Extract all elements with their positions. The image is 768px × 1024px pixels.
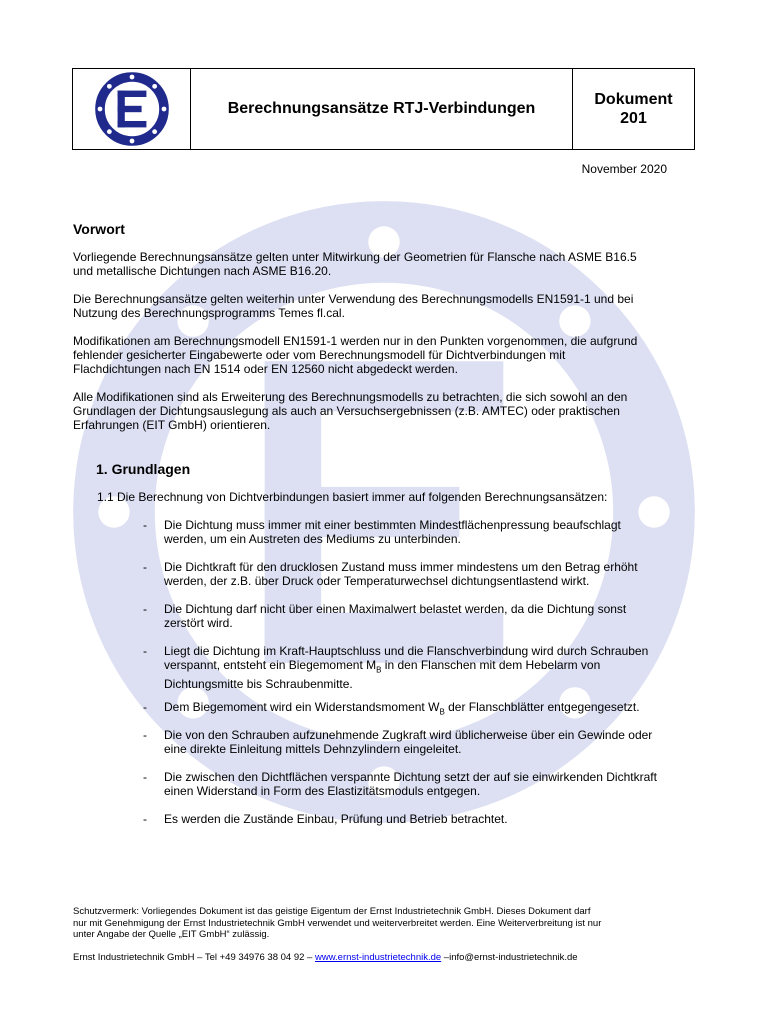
foreword-paragraph-3: Modifikationen am Berechnungsmodell EN1591-1 werden nur in den Punkten vorgenommen, die aufgrund fehlender gesicherter Eingabewerte oder vom Berechnungsmodell für Dichtverbindungen mit Flachdichtungen nach EN 1514 oder EN 12560 nicht abgedeckt werden. [73, 334, 638, 376]
list-item: - Die zwischen den Dichtflächen verspannte Dichtung setzt der auf sie einwirkenden Dichtkraft einen Widerstand in Form des Elastizitätsmoduls entgegen. [143, 770, 657, 798]
list-item: - Die von den Schrauben aufzunehmende Zugkraft wird üblicherweise über ein Gewinde oder eine direkte Einleitung mittels Dehnzylindern eingeleitet. [143, 728, 653, 756]
copyright-notice: Schutzvermerk: Vorliegendes Dokument ist das geistige Eigentum der Ernst Industrietechnik GmbH. Dieses Dokument darf nur mit Genehmigung der Ernst Industrietechnik GmbH verwendet und weiterverbreitet werden. Eine Weiterverbreitung ist nur unter Angabe der Quelle „EIT GmbH“ zulässig. [73, 906, 602, 940]
list-item: - Die Dichtkraft für den drucklosen Zustand muss immer mindestens um den Betrag erhöht werden, der z.B. über Druck oder Temperaturwechsel dichtungsentlastend wirkt. [143, 560, 638, 588]
email-text: –info@ernst-industrietechnik.de [441, 952, 578, 963]
document-number: 201 [620, 110, 647, 127]
company-contact: Ernst Industrietechnik GmbH – Tel +49 34976 38 04 92 – [73, 952, 315, 963]
foreword-paragraph-2: Die Berechnungsansätze gelten weiterhin unter Verwendung des Berechnungsmodells EN1591-1 und bei Nutzung des Berechnungsprogramms Temes fl.cal. [73, 292, 634, 320]
list-item: - Liegt die Dichtung im Kraft-Hauptschluss und die Flanschverbindung wird durch Schrauben verspannt, entsteht ein Biegemoment $M_B$ in den Flanschen mit dem Hebelarm von Dichtungsmitte bis Schraubenmitte. [143, 644, 649, 692]
bullet-dash: - [143, 644, 147, 658]
list-item: - Die Dichtung darf nicht über einen Maximalwert belastet werden, da die Dichtung sonst zerstört wird. [143, 602, 627, 630]
section-heading-grundlagen: 1. Grundlagen [96, 461, 191, 477]
bullet-dash: - [143, 560, 147, 574]
section-intro: 1.1 Die Berechnung von Dichtverbindungen basiert immer auf folgenden Berechnungsansätzen: [97, 490, 608, 504]
document-header [72, 68, 695, 150]
bullet-dash: - [143, 700, 147, 714]
website-link[interactable]: www.ernst-industrietechnik.de [314, 952, 442, 963]
bullet-dash: - [143, 518, 147, 532]
list-item: - Es werden die Zustände Einbau, Prüfung und Betrieb betrachtet. [143, 812, 508, 826]
bullet-dash: - [143, 728, 147, 742]
document-title: Berechnungsansätze RTJ-Verbindungen [191, 69, 573, 149]
contact-line [73, 952, 578, 963]
document-label: Dokument [594, 91, 673, 108]
document-date: November 2020 [581, 162, 667, 176]
bullet-dash: - [143, 812, 147, 826]
foreword-paragraph-4: Alle Modifikationen sind als Erweiterung des Berechnungsmodells zu betrachten, die sich sowohl an den Grundlagen der Dichtungsauslegung als auch an Versuchsergebnissen (z.B. AMTEC) oder praktischen Erfahrungen (EIT GmbH) orientieren. [73, 390, 628, 432]
company-logo [92, 69, 172, 149]
list-item: - Die Dichtung muss immer mit einer bestimmten Mindestflächenpressung beaufschlagt werden, um ein Austreten des Mediums zu unterbinden. [143, 518, 621, 546]
document-number-cell [573, 69, 694, 149]
foreword-heading: Vorwort [73, 221, 125, 237]
bullet-dash: - [143, 602, 147, 616]
list-item: - Dem Biegemoment wird ein Widerstandsmoment $W_B$ der Flanschblätter entgegengesetzt. [143, 700, 640, 717]
bullet-dash: - [143, 770, 147, 784]
logo-cell [73, 69, 191, 149]
foreword-paragraph-1: Vorliegende Berechnungsansätze gelten unter Mitwirkung der Geometrien für Flansche nach ASME B16.5 und metallische Dichtungen nach ASME B16.20. [73, 250, 637, 278]
